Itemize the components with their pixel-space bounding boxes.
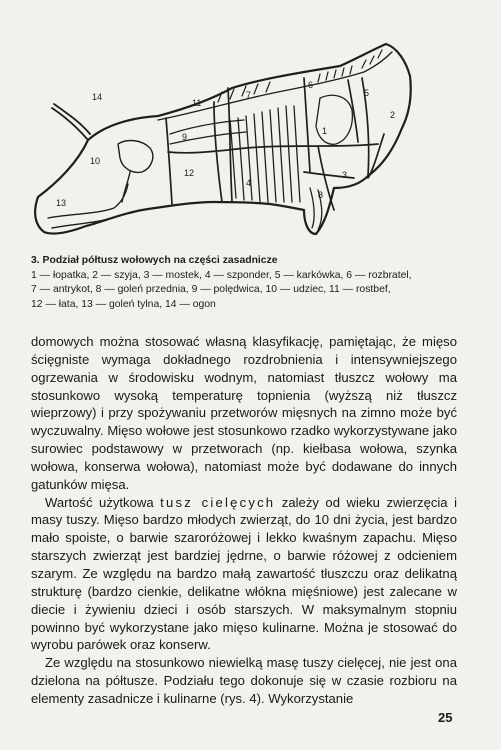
region-label-1: 1 — [322, 126, 328, 136]
body-text — [31, 333, 457, 708]
region-label-12: 12 — [184, 168, 195, 178]
caption-legend-line-2: 7 — antrykot, 8 — goleń przednia, 9 — polędwica, 10 — udziec, 11 — rostbef, — [31, 284, 391, 296]
caption-legend-line-1: 1 — łopatka, 2 — szyja, 3 — mostek, 4 — szponder, 5 — karkówka, 6 — rozbratel, — [31, 269, 412, 281]
region-label-3: 3 — [342, 170, 348, 180]
region-label-14: 14 — [92, 92, 103, 102]
carcass-outline — [35, 44, 411, 234]
region-label-13: 13 — [56, 198, 67, 208]
region-label-11: 11 — [192, 98, 202, 108]
paragraph-2-rest: zależy od wieku zwierzęcia i masy tuszy. Mięso bardzo młodych zwierząt, do 10 dni życia, jest bardzo mało spoiste, o barwie szaroróżowej i lekko kwaśnym zapachu. Mięso starszych zwierząt jest bardziej jędrne, o barwie różowej z odcieniem szarym. Ze względu na bardzo małą zawartość tłuszczu oraz delikatną strukturę (bardzo cienkie, delikatne włókna mięśniowe) jest zalecane w diecie i żywieniu dzieci i osób starszych. W maksymalnym stopniu powinno być wykorzystane jako mięso kulinarne. Można je stosować do wyrobu parówek oraz konserw. — [31, 494, 457, 653]
figure-caption — [31, 254, 471, 312]
spine — [158, 52, 392, 120]
paragraph-1: domowych można stosować własną klasyfikację, pamiętając, że mięso ścięgniste wymaga dokładnego rozdrobnienia i intensywniejszego ogrzewania w środowisku wodnym, natomiast tłuszcz wołowy ma stosunkowo wysoką temperaturę topnienia (wyższą niż tłuszcz wieprzowy) i przy spożywaniu przetworów mięsnych na zimno może być wyczuwalny. Mięso wołowe jest stosunkowo rzadko wykorzystywane jako surowiec podstawowy w przetworach (np. kiełbasa wołowa, szynka wołowa, konserwa wołowa), natomiast może być dodawane do innych gatunków mięsa. — [31, 334, 457, 492]
caption-title: 3. Podział półtusz wołowych na części zasadnicze — [31, 255, 278, 266]
scapula — [316, 95, 352, 144]
region-label-8: 8 — [318, 190, 324, 200]
paragraph-2-start: Wartość użytkowa — [45, 494, 161, 510]
region-label-9: 9 — [182, 132, 188, 142]
beef-half-carcass-diagram — [18, 22, 458, 250]
region-label-2: 2 — [390, 110, 396, 120]
paragraph-2 — [31, 494, 457, 655]
region-label-6: 6 — [308, 80, 314, 90]
region-label-4: 4 — [246, 178, 252, 188]
tail-outline — [52, 104, 90, 140]
caption-legend-line-3: 12 — łata, 13 — goleń tylna, 14 — ogon — [31, 298, 216, 310]
paragraph-3: Ze względu na stosunkowo niewielką masę tuszy cielęcej, nie jest ona dzielona na półtusze. Podziału tego dokonuje się w czasie rozbioru na elementy zasadnicze i kulinarne (rys. 4). Wykorzystanie — [31, 655, 457, 706]
carcass-drawing — [18, 22, 458, 250]
page-number: 25 — [438, 710, 453, 725]
region-label-10: 10 — [90, 156, 101, 166]
spaced-term: tusz cielęcych — [160, 494, 276, 510]
region-label-7: 7 — [246, 90, 252, 100]
region-label-5: 5 — [364, 88, 370, 98]
pelvis-bone — [118, 141, 153, 202]
